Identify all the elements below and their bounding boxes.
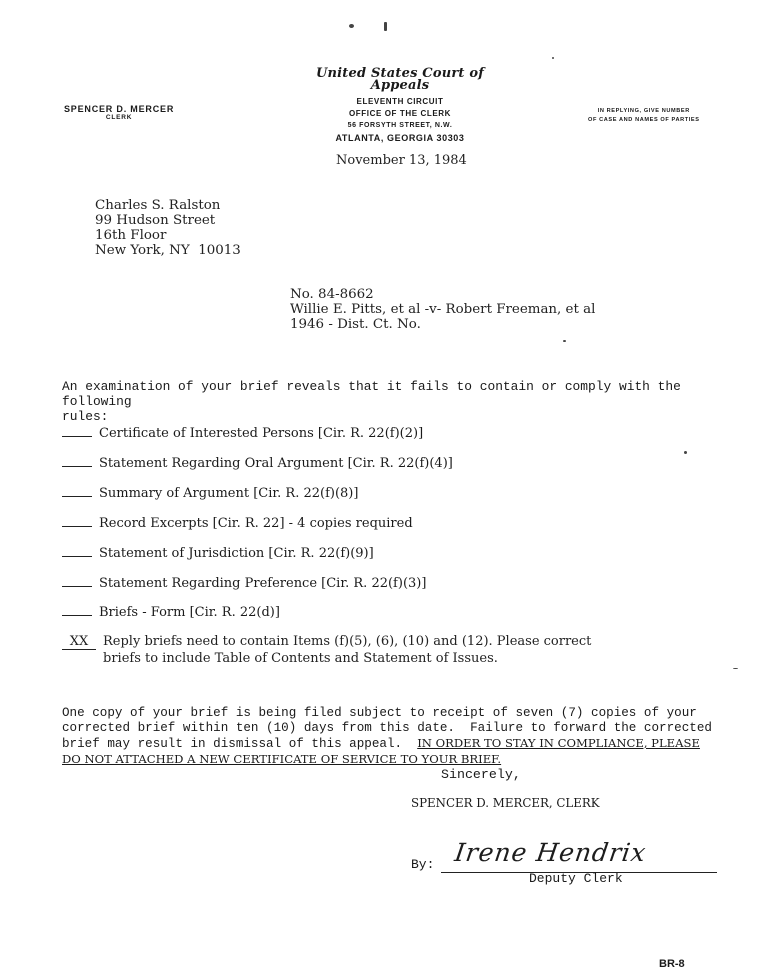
rule-text: Summary of Argument [Cir. R. 22(f)(8)] [99, 486, 359, 501]
rule-checkbox-blank[interactable] [62, 424, 92, 437]
court-city: ATLANTA, GEORGIA 30303 [335, 133, 465, 143]
scan-speck [384, 22, 387, 31]
case-number: No. 84-8662 [290, 287, 374, 302]
scan-speck [552, 57, 554, 59]
rule-item [62, 422, 424, 441]
closing-line: One copy of your brief is being filed subject to receipt of seven (7) copies of your [62, 706, 697, 720]
court-letterhead [290, 68, 510, 144]
rule-text: Statement of Jurisdiction [Cir. R. 22(f)(9)] [99, 546, 374, 561]
reply-note-line: OF CASE AND NAMES OF PARTIES [588, 117, 700, 123]
clerk-header [64, 104, 174, 121]
intro-paragraph [62, 379, 752, 424]
compliance-warning: IN ORDER TO STAY IN COMPLIANCE, PLEASE [417, 736, 700, 750]
reply-note [588, 107, 700, 125]
rule-text: Statement Regarding Oral Argument [Cir. R. 22(f)(4)] [99, 456, 453, 471]
case-parties: Willie E. Pitts, et al -v- Robert Freeman, et al [290, 302, 596, 317]
checked-rule-text: Reply briefs need to contain Items (f)(5), (6), (10) and (12). Please correct [103, 634, 592, 649]
signer-role: Deputy Clerk [529, 871, 623, 886]
case-district: 1946 - Dist. Ct. No. [290, 317, 421, 332]
court-office: OFFICE OF THE CLERK [348, 109, 452, 118]
court-name: United States Court of Appeals [315, 66, 485, 93]
case-info [290, 287, 595, 332]
closing-line: brief may result in dismissal of this appeal. [62, 737, 418, 751]
rule-item [62, 512, 413, 531]
rule-text: Statement Regarding Preference [Cir. R. 22(f)(3)] [99, 576, 427, 591]
salutation: Sincerely, [441, 767, 521, 782]
scan-speck [563, 340, 566, 342]
by-label: By: [411, 857, 435, 872]
recipient-city: New York, NY 10013 [95, 243, 241, 258]
rule-item [62, 542, 374, 561]
recipient-name: Charles S. Ralston [95, 198, 221, 213]
letter-date: November 13, 1984 [336, 153, 467, 168]
rule-check-mark[interactable]: XX [62, 635, 96, 650]
rule-item [62, 601, 280, 620]
checked-rule-text: briefs to include Table of Contents and Statement of Issues. [103, 651, 498, 666]
handwritten-signature: Irene Hendrix [452, 838, 649, 867]
rule-text: Briefs - Form [Cir. R. 22(d)] [99, 605, 280, 620]
scan-speck [733, 668, 738, 669]
closing-line: corrected brief within ten (10) days from this date. Failure to forward the corrected [62, 721, 712, 735]
rule-item [62, 572, 427, 591]
signer-name: SPENCER D. MERCER, CLERK [411, 796, 600, 810]
compliance-warning: DO NOT ATTACHED A NEW CERTIFICATE OF SERVICE TO YOUR BRIEF. [62, 752, 502, 766]
rule-checkbox-blank[interactable] [62, 454, 92, 467]
rule-item [62, 482, 359, 501]
rule-checkbox-blank[interactable] [62, 603, 92, 616]
rule-checkbox-blank[interactable] [62, 484, 92, 497]
closing-paragraph [62, 706, 752, 768]
recipient-floor: 16th Floor [95, 228, 167, 243]
rule-text: Certificate of Interested Persons [Cir. R. 22(f)(2)] [99, 426, 424, 441]
rule-checkbox-blank[interactable] [62, 514, 92, 527]
rule-checkbox-blank[interactable] [62, 574, 92, 587]
form-code: BR-8 [659, 958, 685, 970]
scan-speck [349, 24, 354, 28]
clerk-name: SPENCER D. MERCER [64, 104, 175, 114]
intro-line: rules: [62, 409, 109, 424]
reply-note-line: IN REPLYING, GIVE NUMBER [597, 108, 690, 114]
checked-rule-item [62, 630, 752, 666]
court-street: 56 FORSYTH STREET, N.W. [347, 122, 453, 129]
recipient-street: 99 Hudson Street [95, 213, 216, 228]
recipient-address [95, 198, 241, 258]
clerk-title: CLERK [105, 114, 133, 121]
rule-checkbox-blank[interactable] [62, 544, 92, 557]
scan-speck [684, 451, 687, 454]
intro-line: An examination of your brief reveals that it fails to contain or comply with the following [62, 379, 681, 409]
court-circuit: ELEVENTH CIRCUIT [356, 97, 444, 106]
rule-item [62, 452, 453, 471]
rule-text: Record Excerpts [Cir. R. 22] - 4 copies required [99, 516, 413, 531]
